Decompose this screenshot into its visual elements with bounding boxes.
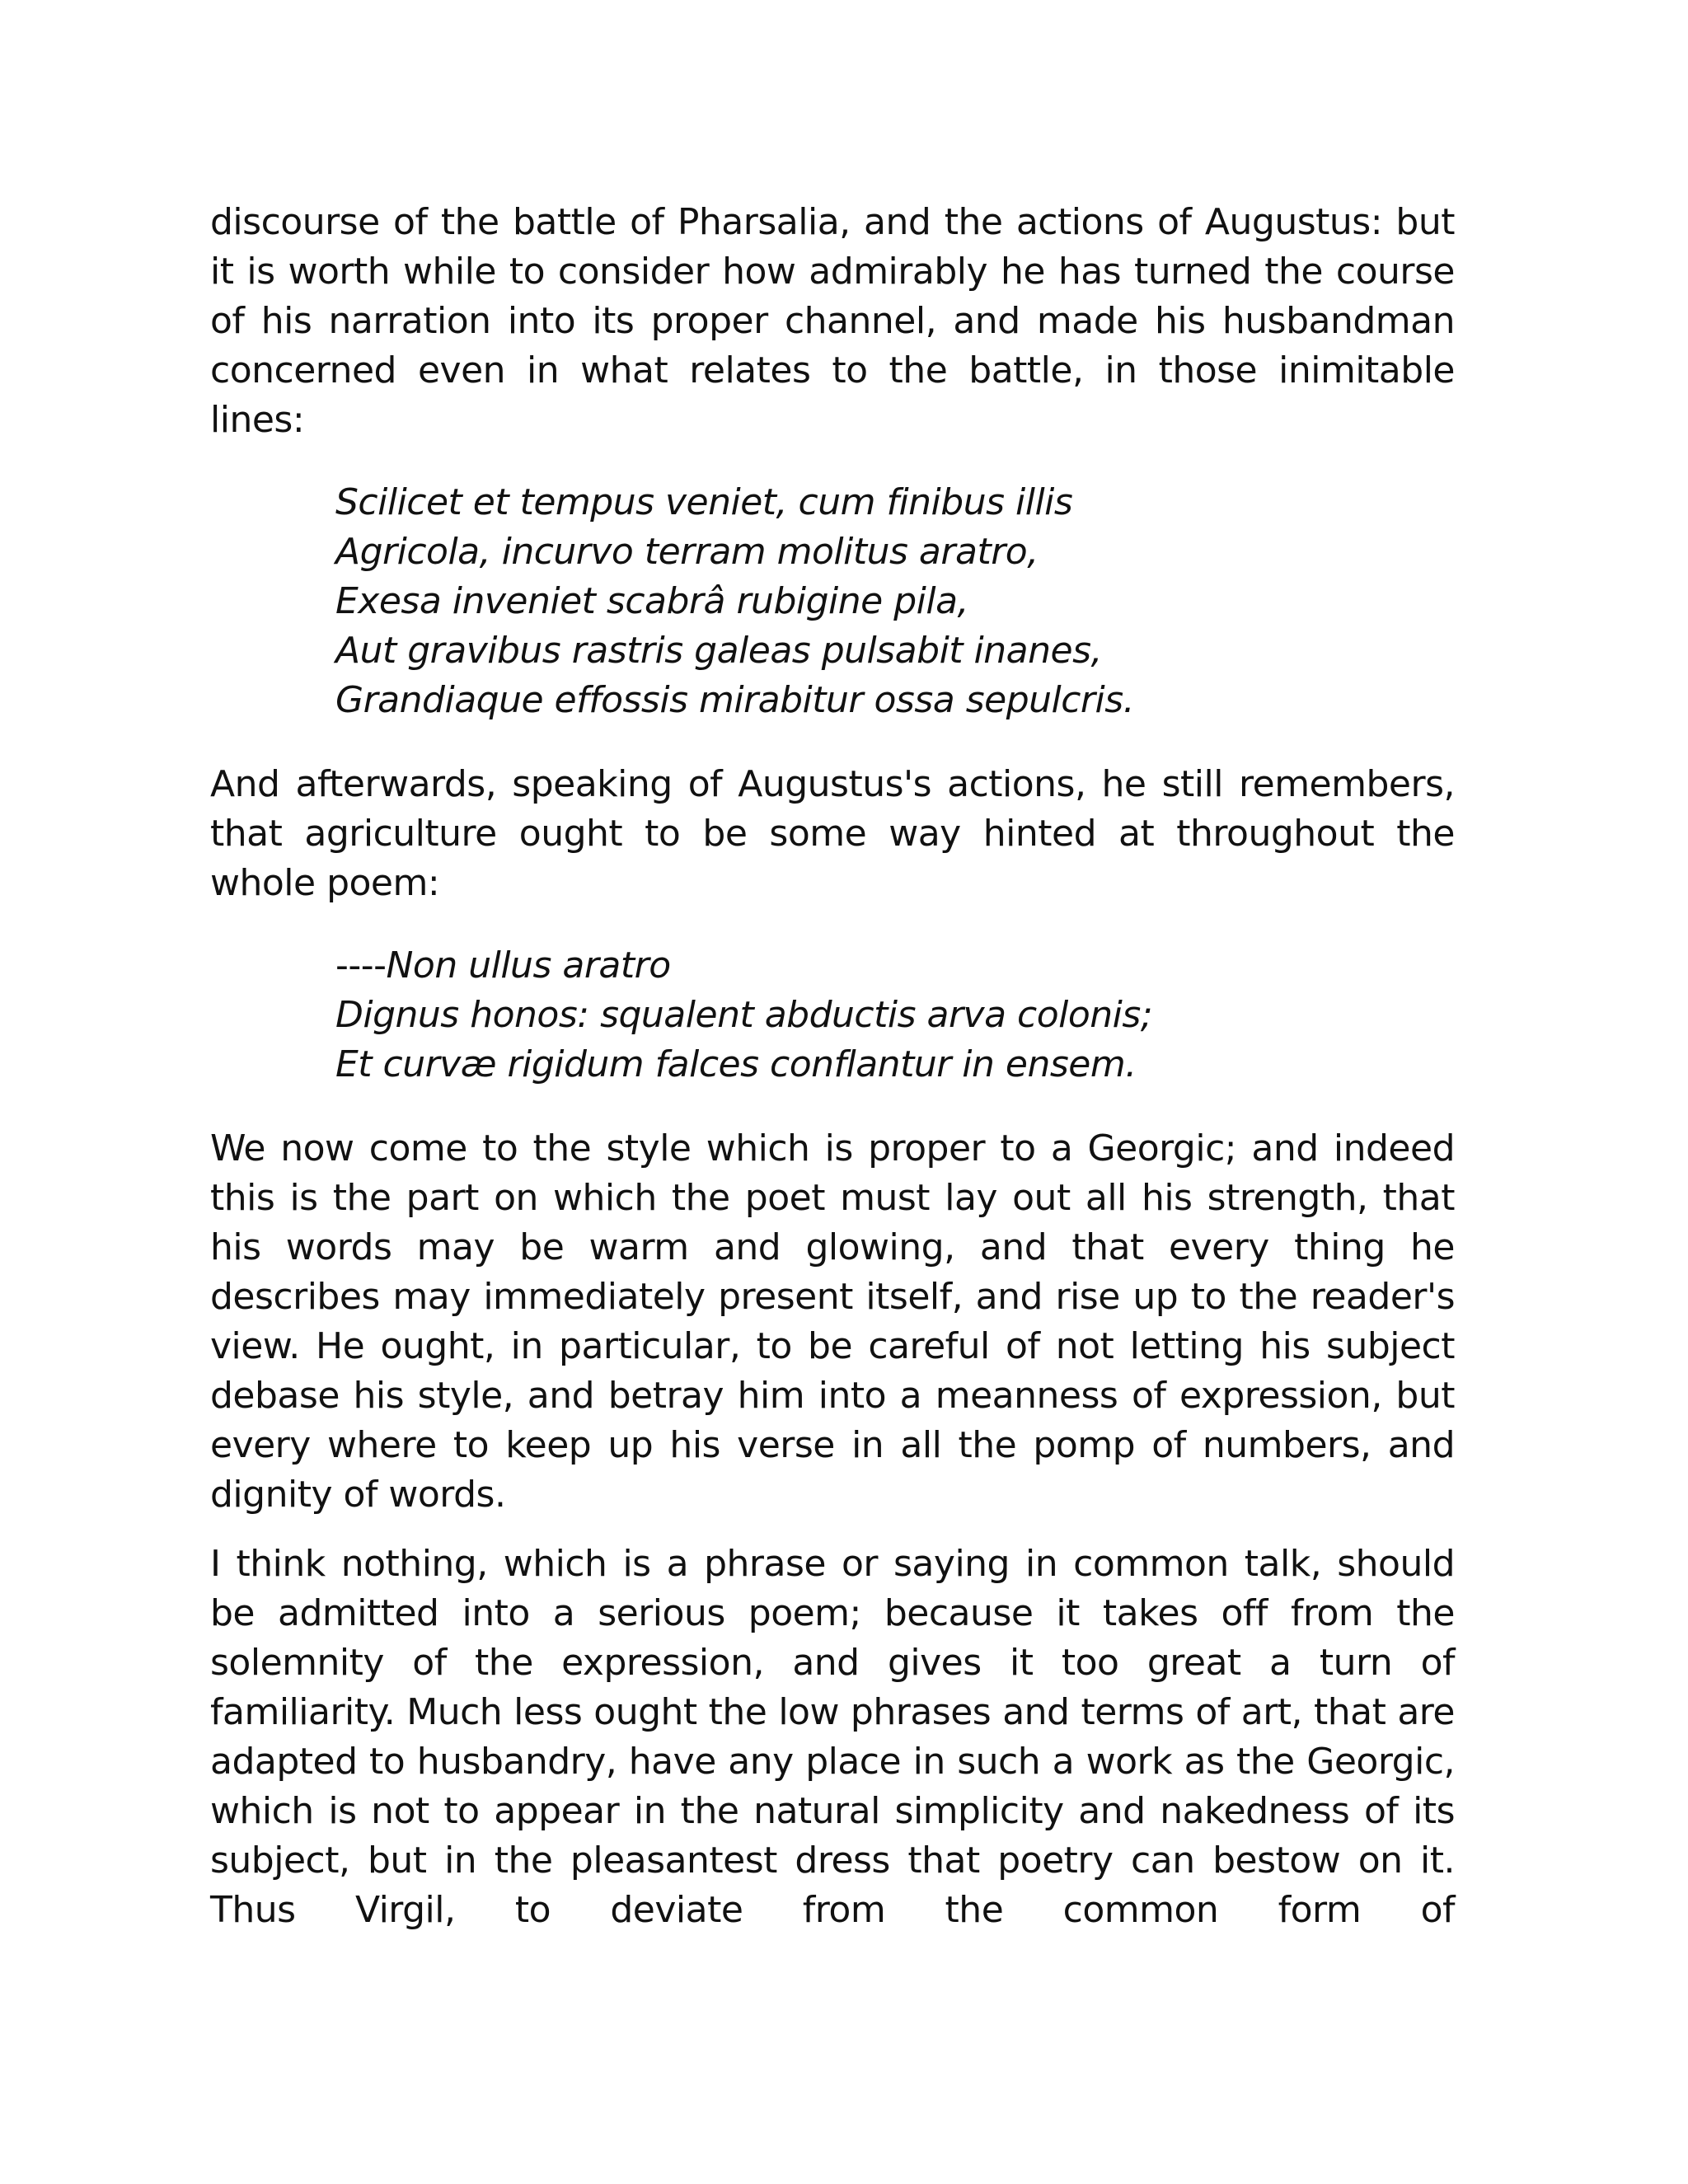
verse-line: Scilicet et tempus veniet, cum finibus illis <box>335 481 1073 523</box>
verse-dash: ---- <box>335 944 387 987</box>
verse-line-with-dash <box>335 941 1455 991</box>
verse-line: Aut gravibus rastris galeas pulsabit inanes, <box>335 630 1102 672</box>
paragraph-georgic-style: We now come to the style which is proper to a Georgic; and indeed this is the part on which the poet must lay out all his strength, that his words may be warm and glowing, and that every thing he describes may immediately present itself, and rise up to the reader's view. He ought, in particular, to be careful of not letting his subject debase his style, and betray him into a meanness of expression, but every where to keep up his verse in all the pomp of numbers, and dignity of words. <box>210 1127 1455 1516</box>
verse-line: Dignus honos: squalent abductis arva colonis; <box>335 994 1153 1036</box>
verse-line: Grandiaque effossis mirabitur ossa sepulcris. <box>335 679 1135 721</box>
paragraph-common-talk: I think nothing, which is a phrase or saying in common talk, should be admitted into a serious poem; because it takes off from the solemnity of the expression, and gives it too great a turn of familiarity. Much less ought the low phrases and terms of art, that are adapted to husbandry, have any place in such a work as the Georgic, which is not to appear in the natural simplicity and nakedness of its subject, but in the pleasantest dress that poetry can bestow on it. Thus Virgil, to deviate from the common form of <box>210 1543 1455 1931</box>
verse-line: Et curvæ rigidum falces conflantur in ensem. <box>335 1043 1137 1085</box>
latin-verse-block-1 <box>335 478 1455 725</box>
paragraph-pharsalia: discourse of the battle of Pharsalia, and the actions of Augustus: but it is worth while to consider how admirably he has turned the course of his narration into its proper channel, and made his husbandman concerned even in what relates to the battle, in those inimitable lines: <box>210 201 1455 441</box>
verse-line: Agricola, incurvo terram molitus aratro, <box>335 531 1039 573</box>
verse-line: Exesa inveniet scabrâ rubigine pila, <box>335 580 969 622</box>
paragraph-augustus-actions: And afterwards, speaking of Augustus's actions, he still remembers, that agriculture ought to be some way hinted at throughout the whole poem: <box>210 763 1455 904</box>
document-page <box>210 198 1455 1935</box>
verse-first-line: Non ullus aratro <box>386 944 671 987</box>
latin-verse-block-2 <box>335 941 1455 1090</box>
